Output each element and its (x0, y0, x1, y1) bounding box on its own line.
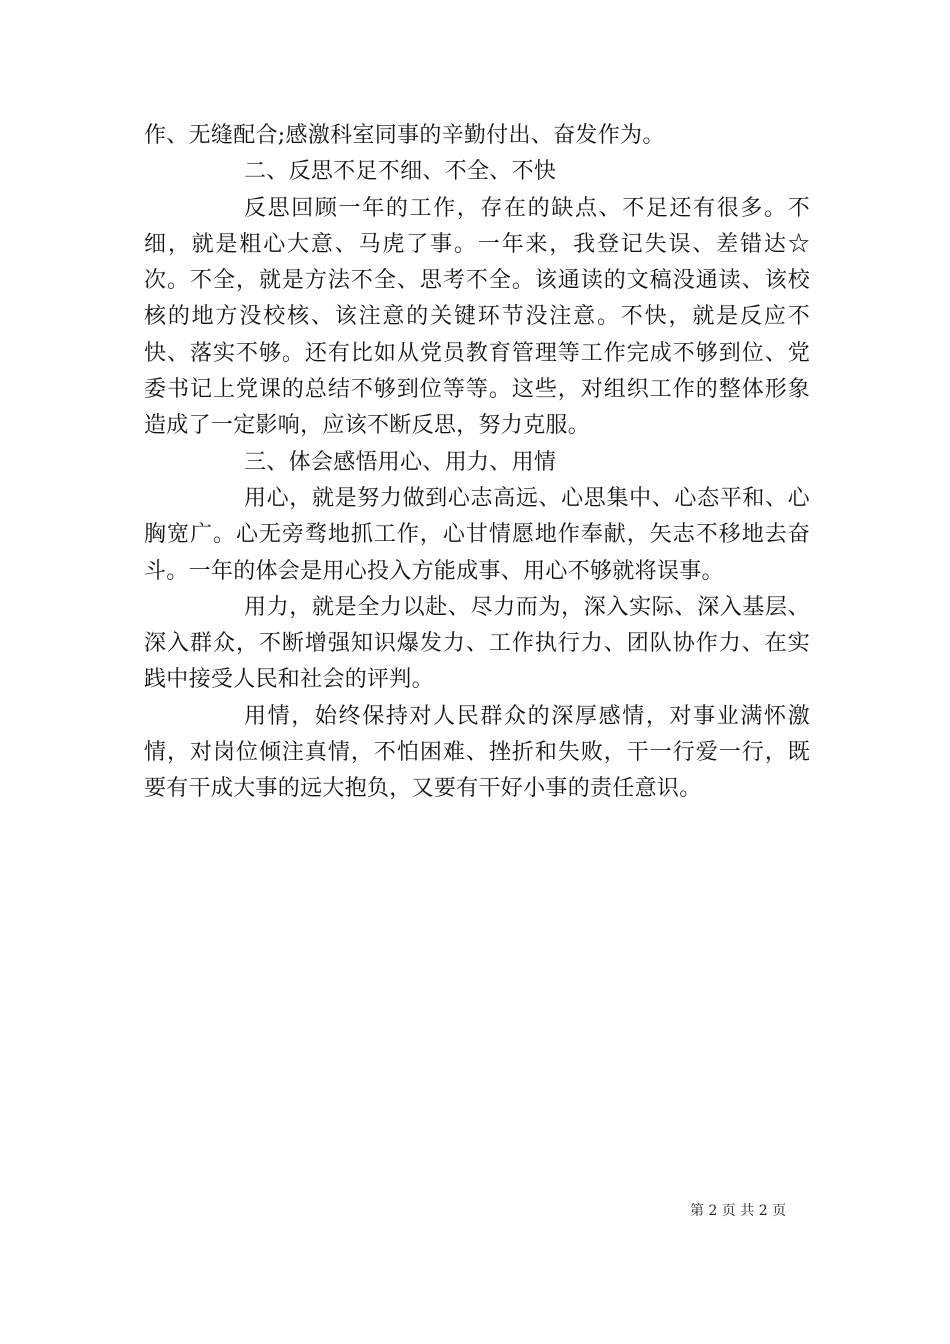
paragraph-heart: 用心，就是努力做到心志高远、心思集中、心态平和、心胸宽广。心无旁骛地抓工作，心甘情愿地作奉献，矢志不移地去奋斗。一年的体会是用心投入方能成事、用心不够就将误事。 (144, 485, 810, 584)
paragraph-continued: 作、无缝配合;感激科室同事的辛勤付出、奋发作为。 (144, 123, 665, 148)
paragraph-feeling: 用情，始终保持对人民群众的深厚感情，对事业满怀激情，对岗位倾注真情，不怕困难、挫折和失败，干一行爱一行，既要有干成大事的远大抱负，又要有干好小事的责任意识。 (144, 703, 810, 802)
section-heading-reflection: 二、反思不足不细、不全、不快 (244, 159, 557, 185)
section-heading-insights: 三、体会感悟用心、用力、用情 (244, 449, 557, 475)
page-number-footer: 第 2 页 共 2 页 (690, 1203, 787, 1219)
document-body (144, 118, 810, 808)
paragraph-effort: 用力，就是全力以赴、尽力而为，深入实际、深入基层、深入群众，不断增强知识爆发力、工作执行力、团队协作力、在实践中接受人民和社会的评判。 (144, 594, 810, 693)
paragraph-reflection: 反思回顾一年的工作，存在的缺点、不足还有很多。不细，就是粗心大意、马虎了事。一年来，我登记失误、差错达☆次。不全，就是方法不全、思考不全。该通读的文稿没通读、该校核的地方没校核、该注意的关键环节没注意。不快，就是反应不快、落实不够。还有比如从党员教育管理等工作完成不够到位、党委书记上党课的总结不够到位等等。这些，对组织工作的整体形象造成了一定影响，应该不断反思，努力克服。 (144, 195, 810, 439)
